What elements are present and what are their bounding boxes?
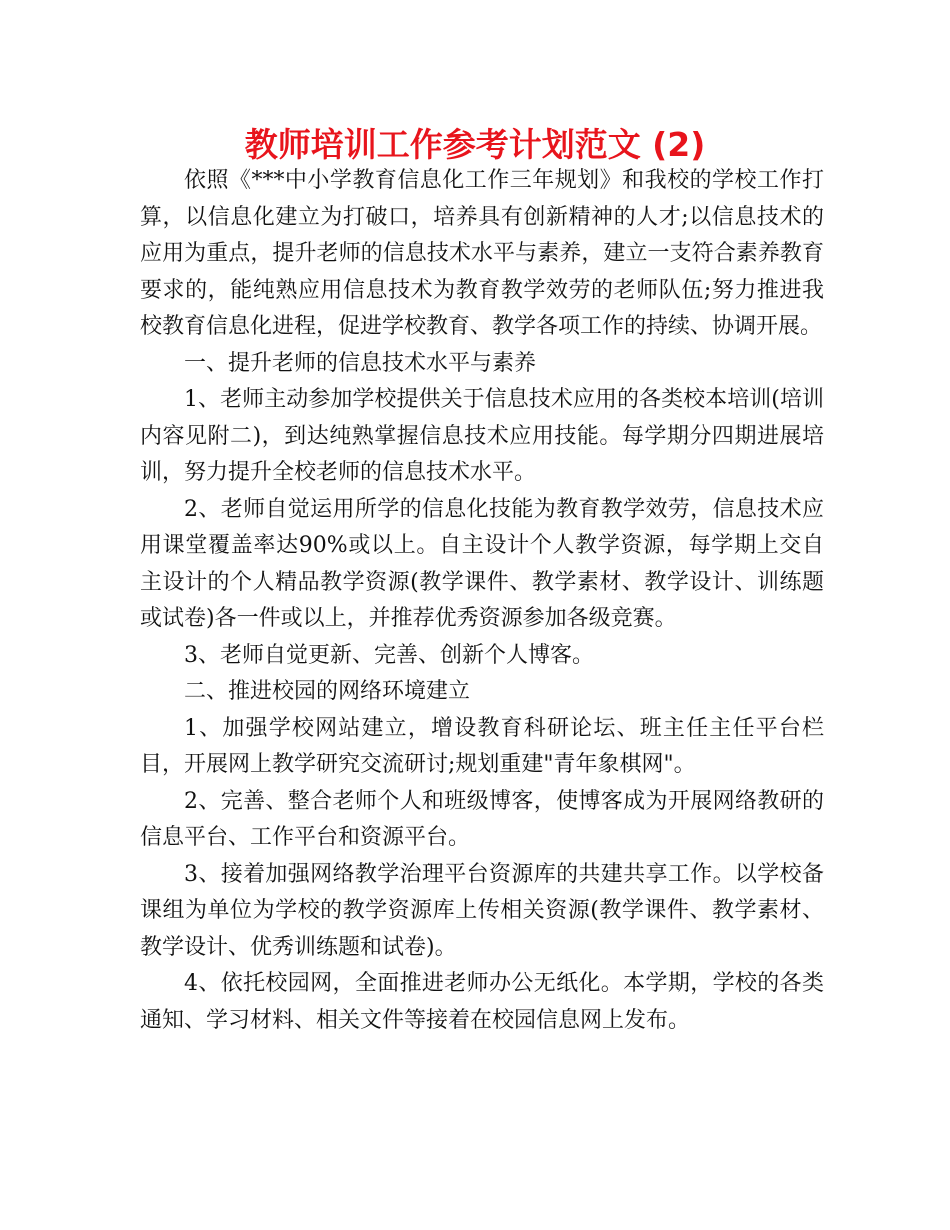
paragraph-1-2: 2、老师自觉运用所学的信息化技能为教育教学效劳，信息技术应用课堂覆盖率达90%或以上。自主设计个人教学资源，每学期上交自主设计的个人精品教学资源(教学课件、教学素材、教学设计、训练题或试卷)各一件或以上，并推荐优秀资源参加各级竞赛。 [140,496,824,631]
paragraph-2-3: 3、接着加强网络教学治理平台资源库的共建共享工作。以学校备课组为单位为学校的教学资源库上传相关资源(教学课件、教学素材、教学设计、优秀训练题和试卷)。 [140,861,824,960]
paragraph-2-4: 4、依托校园网，全面推进老师办公无纸化。本学期，学校的各类通知、学习材料、相关文件等接着在校园信息网上发布。 [140,971,824,1033]
paragraph-2-1: 1、加强学校网站建立，增设教育科研论坛、班主任主任平台栏目，开展网上教学研究交流研讨;规划重建"青年象棋网"。 [140,715,824,777]
paragraph-2-2: 2、完善、整合老师个人和班级博客，使博客成为开展网络教研的信息平台、工作平台和资源平台。 [140,788,824,850]
paragraph-intro: 依照《***中小学教育信息化工作三年规划》和我校的学校工作打算，以信息化建立为打破口，培养具有创新精神的人才;以信息技术的应用为重点，提升老师的信息技术水平与素养，建立一支符合素养教育要求的，能纯熟应用信息技术为教育教学效劳的老师队伍;努力推进我校教育信息化进程，促进学校教育、教学各项工作的持续、协调开展。 [140,168,824,339]
section-heading-2: 二、推进校园的网络环境建立 [184,679,471,704]
document-body [140,163,824,1039]
paragraph-1-1: 1、老师主动参加学校提供关于信息技术应用的各类校本培训(培训内容见附二)，到达纯熟掌握信息技术应用技能。每学期分四期进展培训，努力提升全校老师的信息技术水平。 [140,387,824,485]
paragraph-1-3: 3、老师自觉更新、完善、创新个人博客。 [184,642,594,668]
section-heading-1: 一、提升老师的信息技术水平与素养 [184,350,537,376]
document-title: 教师培训工作参考计划范文 (2) [244,125,706,164]
